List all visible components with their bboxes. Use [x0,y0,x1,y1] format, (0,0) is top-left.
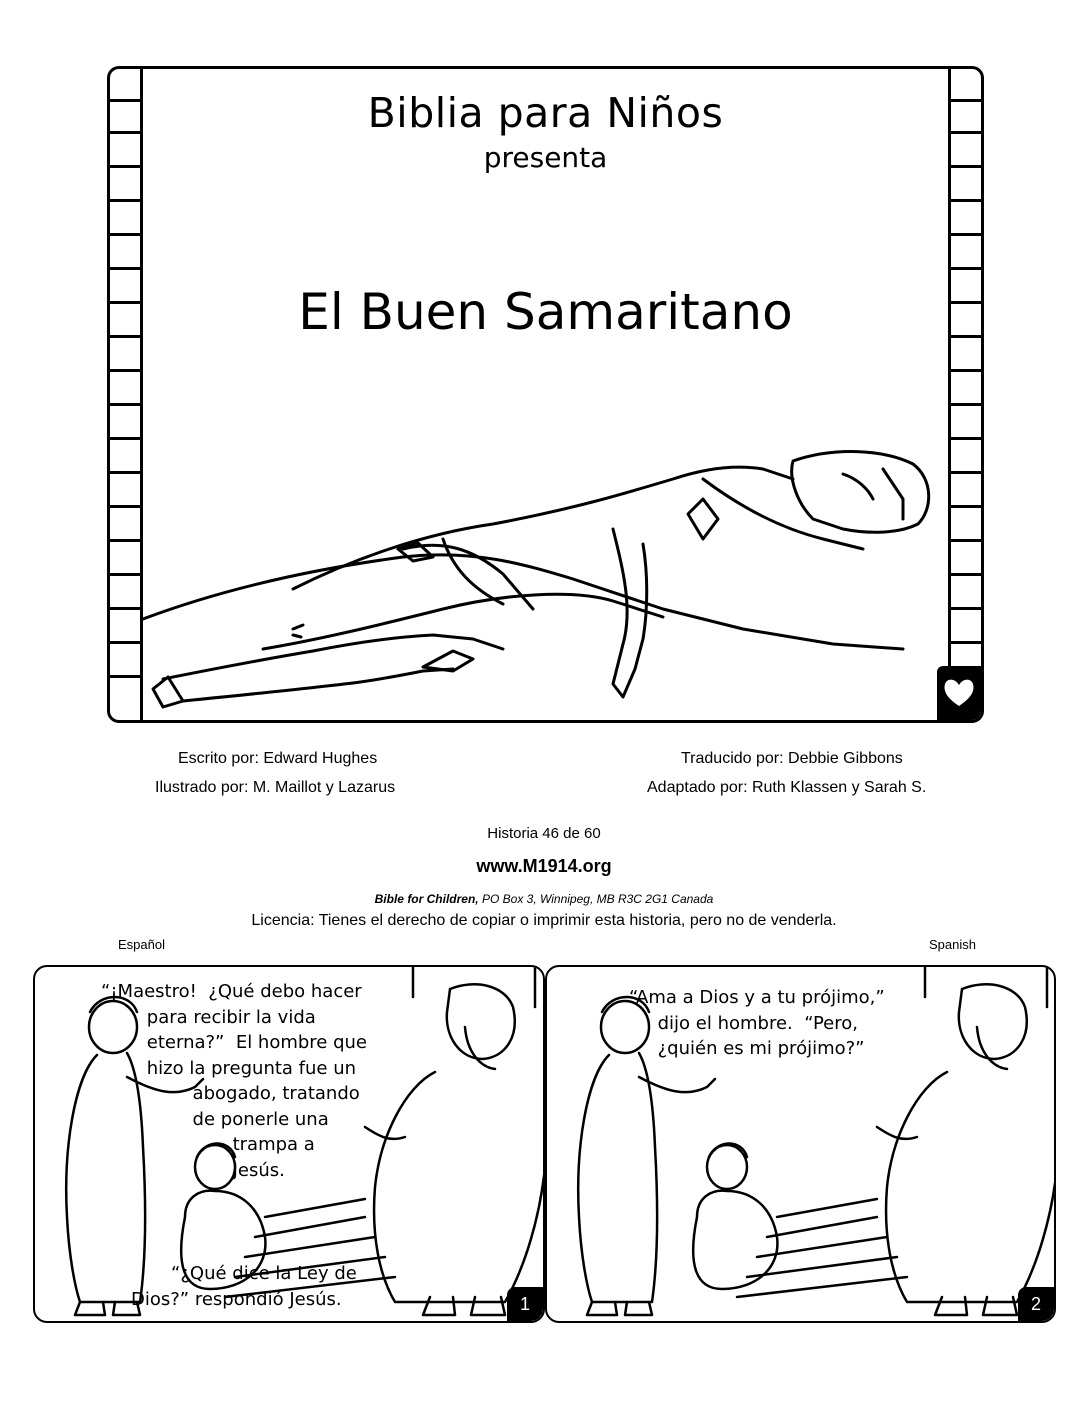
credit-translated-by: Traducido por: Debbie Gibbons [681,750,903,767]
license-text: Licencia: Tienes el derecho de copiar o imprimir esta historia, pero no de venderla. [251,912,837,929]
story-panel-2 [545,965,1056,1323]
book-title: Biblia para Niños [367,89,724,137]
language-label-left: Español [118,937,165,952]
story-number: Historia 46 de 60 [487,825,601,842]
website-link[interactable]: www.M1914.org [476,856,612,876]
page-number-1: 1 [507,1287,543,1321]
address-rest: PO Box 3, Winnipeg, MB R3C 2G1 Canada [478,892,714,906]
org-name: Bible for Children, [374,892,479,906]
cover-frame [107,66,984,723]
heart-icon [937,666,981,720]
credit-adapted-by: Adaptado por: Ruth Klassen y Sarah S. [647,779,927,796]
mailing-address [0,892,1088,906]
credit-illustrated-by: Ilustrado por: M. Maillot y Lazarus [155,779,396,796]
wounded-man-illustration [143,439,933,709]
panel-1-text-bottom: “¿Qué dice la Ley de Dios?” respondió Jesús. [131,1263,357,1310]
story-panel-1 [33,965,545,1323]
panel-1-text-top: “¡Maestro! ¿Qué debo hacer para recibir la vida eterna?” El hombre que hizo la pregunta fue un abogado, tratando de ponerle una trampa a Jesús. [101,981,368,1181]
language-label-right: Spanish [929,937,976,952]
credit-written-by: Escrito por: Edward Hughes [178,750,378,767]
page-number-2: 2 [1018,1287,1054,1321]
heart-logo [937,666,981,720]
story-title: El Buen Samaritano [298,283,793,341]
book-subtitle: presenta [483,141,608,174]
panel-2-text-top: “Ama a Dios y a tu prójimo,” dijo el hombre. “Pero, ¿quién es mi prójimo?” [629,987,885,1059]
